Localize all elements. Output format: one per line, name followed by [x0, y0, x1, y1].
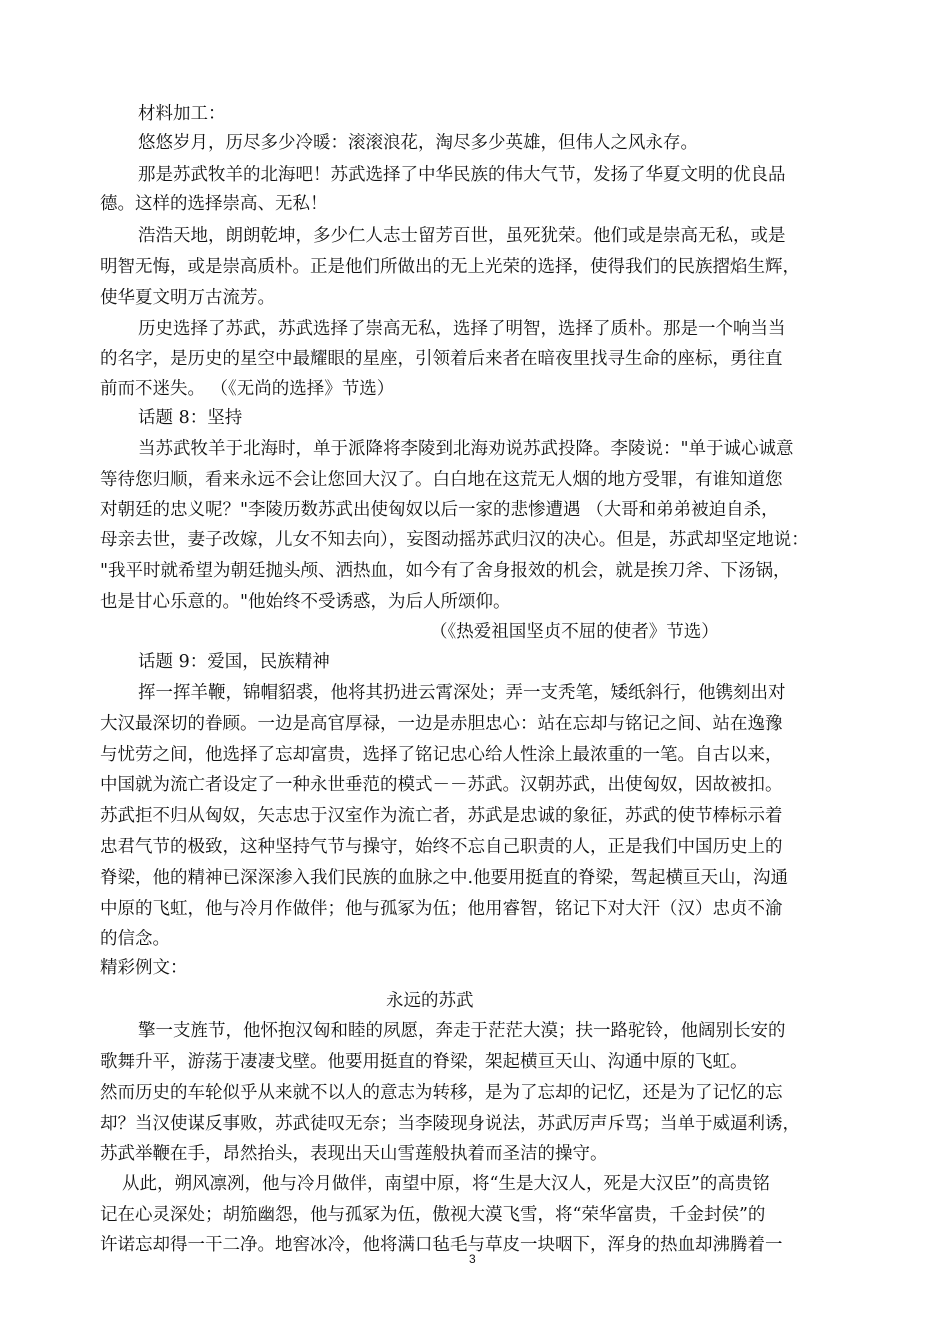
paragraph-line: 大汉最深切的眷顾。一边是高官厚禄，一边是赤胆忠心：站在忘却与铭记之间、站在逸豫 [100, 714, 783, 734]
paragraph-line: 苏武举鞭在手，昂然抬头，表现出天山雪莲般执着而圣洁的操守。 [100, 1144, 608, 1164]
paragraph-line: 悠悠岁月，历尽多少冷暖：滚滚浪花，淘尽多少英雄，但伟人之风永存。 [138, 133, 698, 153]
essay-title: 永远的苏武 [386, 991, 474, 1011]
paragraph-line: 德。这样的选择崇高、无私！ [100, 194, 328, 214]
source-caption: （《热爱祖国坚贞不屈的使者》节选） [430, 622, 719, 642]
paragraph-line: 历史选择了苏武，苏武选择了崇高无私，选择了明智，选择了质朴。那是一个响当当 [138, 319, 786, 339]
paragraph-line: 浩浩天地，朗朗乾坤，多少仁人志士留芳百世，虽死犹荣。他们或是崇高无私，或是 [138, 226, 786, 246]
paragraph-line: 忠君气节的极致，这种坚持气节与操守，始终不忘自己职责的人，正是我们中国历史上的 [100, 837, 783, 857]
paragraph-line: 当苏武牧羊于北海时，单于派降将李陵到北海劝说苏武投降。李陵说："单于诚心诚意 [138, 439, 794, 459]
paragraph-line: 苏武拒不归从匈奴，矢志忠于汉室作为流亡者，苏武是忠诚的象征，苏武的使节棒标示着 [100, 806, 783, 826]
paragraph-line: 前而不迷失。 （《无尚的选择》节选） [100, 379, 395, 399]
paragraph-line: 也是甘心乐意的。"他始终不受诱惑，为后人所颂仰。 [100, 592, 511, 612]
topic-heading-8: 话题 8：坚持 [138, 408, 243, 428]
paragraph-line: 对朝廷的忠义呢？"李陵历数苏武出使匈奴以后一家的悲惨遭遇 （大哥和弟弟被迫自杀， [100, 500, 779, 520]
paragraph-line: 的名字，是历史的星空中最耀眼的星座，引领着后来者在暗夜里找寻生命的座标，勇往直 [100, 349, 783, 369]
paragraph-line: "我平时就希望为朝廷抛头颅、洒热血，如今有了舍身报效的机会，就是挨刀斧、下汤锅， [100, 561, 791, 581]
paragraph-line: 擎一支旌节，他怀抱汉匈和睦的夙愿，奔走于茫茫大漠；扶一路驼铃，他阔别长安的 [138, 1021, 786, 1041]
paragraph-line: 中原的飞虹，他与冷月作做伴；他与孤冢为伍；他用睿智，铭记下对大汗（汉）忠贞不渝 [100, 899, 783, 919]
paragraph-line: 的信念。 [100, 929, 170, 949]
paragraph-line: 母亲去世，妻子改嫁，儿女不知去向），妄图动摇苏武归汉的决心。但是，苏武却坚定地说： [100, 530, 809, 550]
paragraph-line: 与忧劳之间，他选择了忘却富贵，选择了铭记忠心给人性涂上最浓重的一笔。自古以来， [100, 745, 783, 765]
paragraph-line: 却？当汉使谋反事败，苏武徒叹无奈；当李陵现身说法，苏武厉声斥骂；当单于威逼利诱， [100, 1114, 800, 1134]
topic-heading-9: 话题 9：爱国，民族精神 [138, 652, 330, 672]
paragraph-line: 从此，朔风凛冽，他与冷月做伴，南望中原，将“生是大汉人，死是大汉臣”的高贵铭 [122, 1174, 770, 1194]
paragraph-line: 然而历史的车轮似乎从来就不以人的意志为转移，是为了忘却的记忆，还是为了记忆的忘 [100, 1083, 783, 1103]
page-number: 3 [469, 1252, 476, 1266]
example-heading: 精彩例文： [100, 958, 188, 978]
paragraph-line: 挥一挥羊鞭，锦帽貂裘，他将其扔进云霄深处；弄一支秃笔，矮纸斜行，他镌刻出对 [138, 683, 786, 703]
paragraph-line: 许诺忘却得一干二净。地窖冰冷，他将满口毡毛与草皮一块咽下，浑身的热血却沸腾着一 [100, 1235, 783, 1255]
paragraph-line: 使华夏文明万古流芳。 [100, 288, 275, 308]
paragraph-line: 等待您归顺，看来永远不会让您回大汉了。白白地在这荒无人烟的地方受罪，有谁知道您 [100, 470, 783, 490]
paragraph-line: 歌舞升平，游荡于凄凄戈壁。他要用挺直的脊梁，架起横亘天山、沟通中原的飞虹。 [100, 1052, 748, 1072]
section-heading-material: 材料加工： [138, 104, 226, 124]
paragraph-line: 脊梁，他的精神已深深渗入我们民族的血脉之中.他要用挺直的脊梁，驾起横亘天山，沟通 [100, 868, 789, 888]
paragraph-line: 明智无悔，或是崇高质朴。正是他们所做出的无上光荣的选择，使得我们的民族摺焰生辉， [100, 257, 800, 277]
paragraph-line: 那是苏武牧羊的北海吧！苏武选择了中华民族的伟大气节，发扬了华夏文明的优良品 [138, 165, 786, 185]
paragraph-line: 记在心灵深处；胡笳幽怨，他与孤冢为伍，傲视大漠飞雪，将“荣华富贵，千金封侯”的 [100, 1205, 766, 1225]
paragraph-line: 中国就为流亡者设定了一种永世垂范的模式－－苏武。汉朝苏武，出使匈奴，因故被扣。 [100, 775, 783, 795]
